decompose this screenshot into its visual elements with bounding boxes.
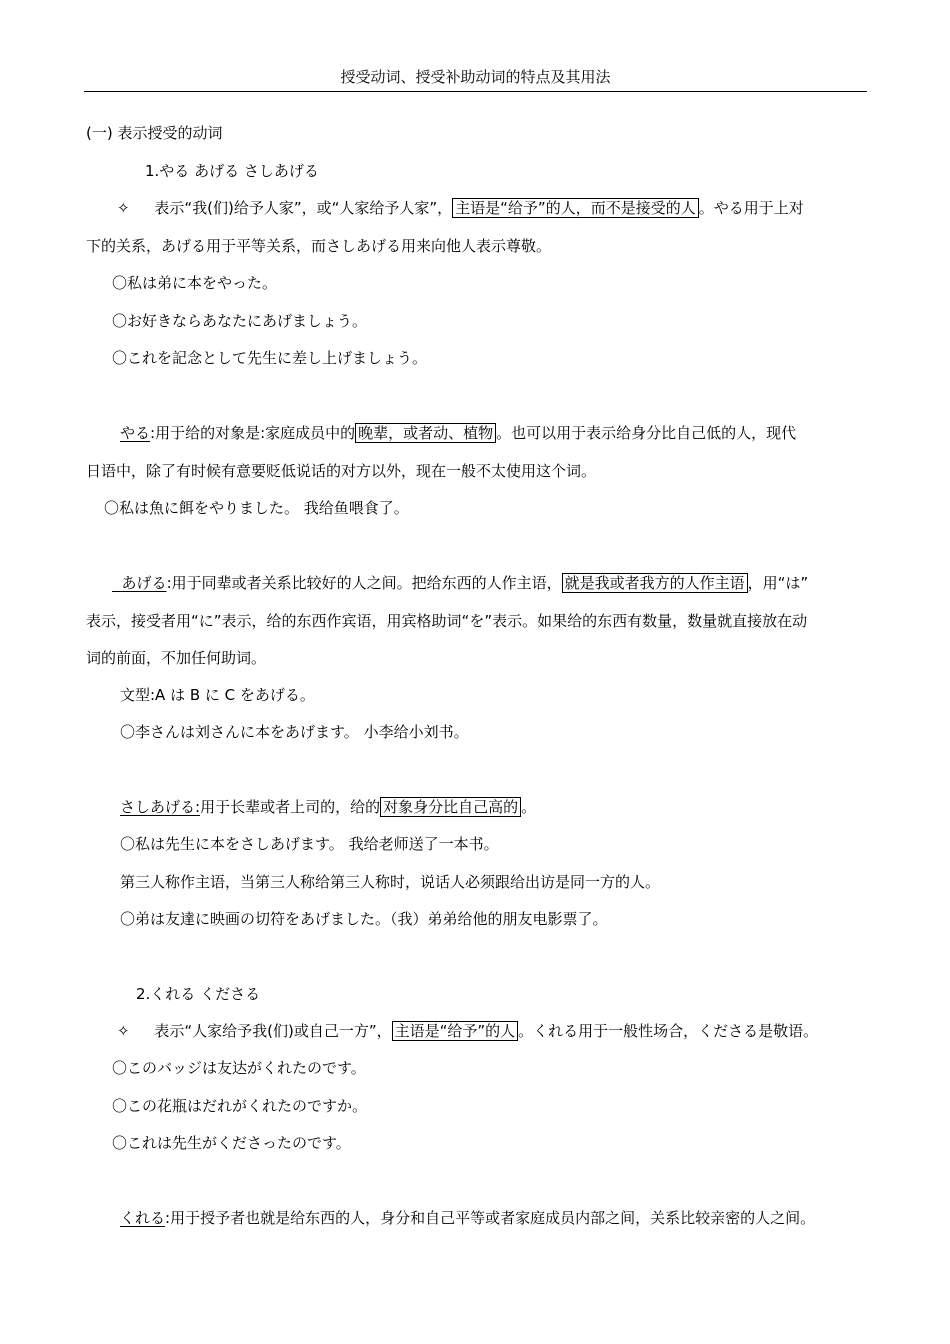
example-6: 〇これは先生がくださったのです。: [112, 1134, 351, 1152]
ageru-paragraph-line-1: [112, 572, 808, 594]
example-1: 〇私は弟に本をやった。: [112, 274, 278, 292]
ageru-paragraph-line-2: 表示，接受者用“に”表示，给的东西作宾语，用宾格助词“を”表示。如果给的东西有数量，数量就直接放在动: [86, 612, 808, 630]
subsection-heading-2: 2.くれる くださる: [136, 985, 261, 1003]
yaru-boxed: 晚辈，或者动、植物: [355, 423, 496, 443]
kureru-term: くれる: [120, 1209, 166, 1227]
third-person-note: 第三人称作主语，当第三人称给第三人称时，说话人必须跟给出访是同一方的人。: [120, 873, 661, 891]
sashiageru-text-b: 。: [521, 798, 537, 816]
sashiageru-boxed: 对象身分比自己高的: [380, 797, 521, 817]
ageru-pattern: 文型:A は B に C をあげる。: [120, 686, 315, 704]
explanation-1-boxed: 主语是“给予”的人，而不是接受的人: [452, 198, 699, 218]
yaru-example: 〇私は魚に餌をやりました。 我给鱼喂食了。: [104, 499, 409, 517]
diamond-icon: ✧: [117, 199, 130, 217]
explanation-2-boxed: 主语是“给予”的人: [392, 1021, 519, 1041]
kureru-paragraph: [120, 1207, 815, 1229]
third-person-example: 〇弟は友達に映画の切符をあげました。（我）弟弟给他的朋友电影票了。: [120, 910, 608, 928]
kureru-text: :用于授予者也就是给东西的人，身分和自己平等或者家庭成员内部之间，关系比较亲密的人之间。: [165, 1209, 816, 1227]
example-5: 〇この花瓶はだれがくれたのですか。: [112, 1097, 368, 1115]
section-heading: (一) 表示授受的动词: [86, 124, 223, 142]
explanation-1-line-1: [117, 197, 804, 219]
explanation-1-line-2: 下的关系，あげる用于平等关系，而さしあげる用来向他人表示尊敬。: [86, 237, 552, 255]
explanation-2-text-a: 表示“人家给予我(们)或自己一方”，: [154, 1022, 392, 1040]
ageru-example: 〇李さんは刘さんに本をあげます。 小李给小刘书。: [120, 723, 469, 741]
ageru-term: [112, 574, 167, 592]
yaru-text-b: 。也可以用于表示给身分比自己低的人，现代: [496, 424, 797, 442]
example-3: 〇これを記念として先生に差し上げましょう。: [112, 349, 428, 367]
diamond-icon: ✧: [117, 1022, 130, 1040]
sashiageru-text-a: 用于长辈或者上司的，给的: [200, 798, 381, 816]
sashiageru-term: さしあげる:: [120, 798, 201, 816]
yaru-paragraph-line-1: [120, 422, 796, 444]
yaru-paragraph-line-2: 日语中，除了有时候有意要贬低说话的对方以外，现在一般不太使用这个词。: [86, 462, 597, 480]
ageru-text-a: :用于同辈或者关系比较好的人之间。把给东西的人作主语，: [166, 574, 562, 592]
explanation-1-text-a: 表示“我(们)给予人家”，或“人家给予人家”，: [154, 199, 453, 217]
yaru-term: やる: [120, 424, 151, 442]
yaru-text-a: :用于给的对象是:家庭成员中的: [150, 424, 356, 442]
sashiageru-paragraph: [120, 796, 536, 818]
sashiageru-example: 〇私は先生に本をさしあげます。 我给老师送了一本书。: [120, 835, 499, 853]
ageru-text-b: ，用“は”: [747, 574, 809, 592]
example-2: 〇お好きならあなたにあげましょう。: [112, 312, 368, 330]
explanation-2-text-b: 。くれる用于一般性场合，くださる是敬语。: [518, 1022, 819, 1040]
ageru-paragraph-line-3: 词的前面，不加任何助词。: [86, 649, 267, 667]
explanation-2: [117, 1020, 818, 1042]
ageru-boxed: 就是我或者我方的人作主语: [562, 573, 748, 593]
subsection-heading-1: 1.やる あげる さしあげる: [145, 162, 319, 180]
page-header-title: 授受动词、授受补助动词的特点及其用法: [340, 68, 611, 86]
page-header: [84, 66, 867, 92]
ageru-term-text: あげる: [121, 574, 167, 592]
example-4: 〇このバッジは友达がくれたのです。: [112, 1059, 366, 1077]
explanation-1-text-b: 。やる用于上对: [698, 199, 804, 217]
